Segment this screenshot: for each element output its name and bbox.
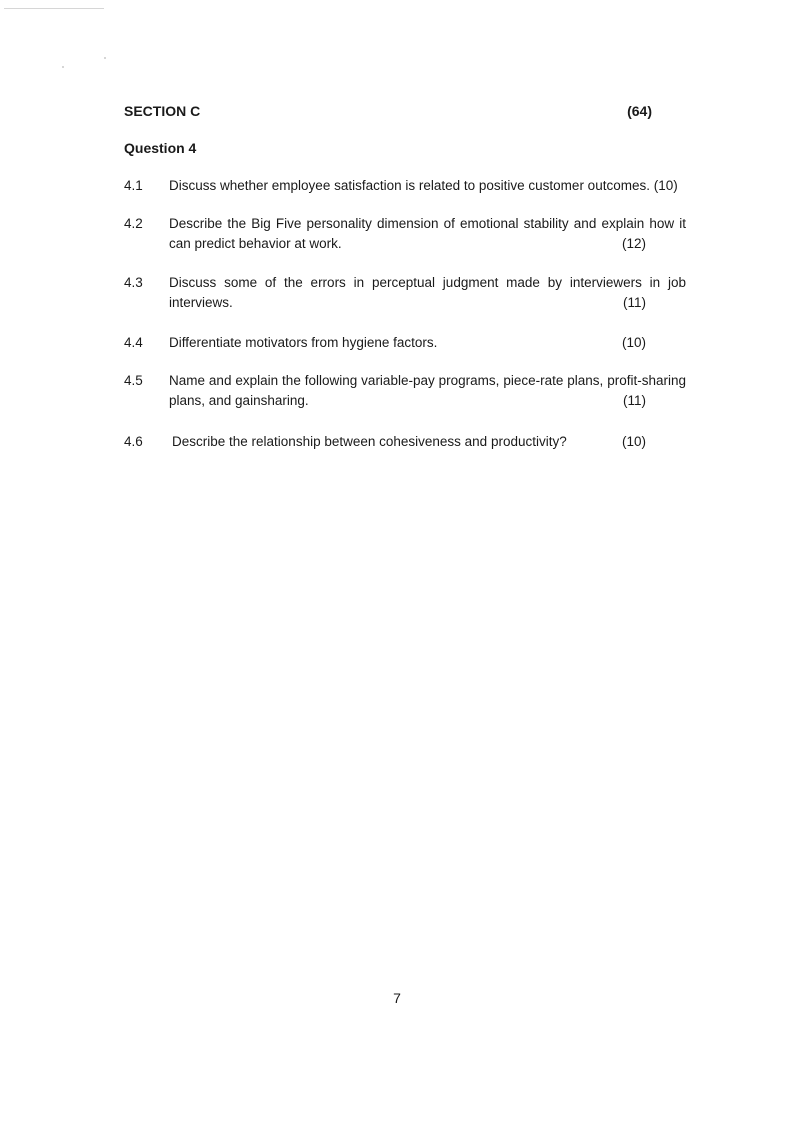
- scan-artifact: [62, 66, 64, 68]
- question-title: Question 4: [124, 140, 197, 156]
- item-number: 4.6: [124, 434, 143, 449]
- item-number: 4.4: [124, 335, 143, 350]
- item-text: Differentiate motivators from hygiene factors.: [169, 335, 438, 350]
- item-marks: (10): [653, 178, 678, 193]
- question-item: [124, 214, 694, 256]
- item-text: Name and explain the following variable-pay programs, piece-rate plans, profit-sharing plans, and gainsharing.: [169, 373, 686, 408]
- section-header: [124, 103, 652, 119]
- question-item: [124, 371, 694, 413]
- item-marks: (10): [621, 335, 646, 350]
- scan-artifact: [104, 57, 106, 59]
- item-text: Discuss some of the errors in perceptual judgment made by interviewers in job interviews.: [169, 275, 686, 310]
- item-marks: (11): [622, 393, 646, 408]
- item-marks: (10): [621, 434, 646, 449]
- page-number: 7: [393, 990, 401, 1006]
- scan-artifact: [4, 8, 104, 9]
- question-item: [124, 273, 694, 315]
- item-text: Discuss whether employee satisfaction is related to positive customer outcomes.: [169, 178, 650, 193]
- item-number: 4.2: [124, 216, 143, 231]
- section-title: SECTION C: [124, 103, 201, 119]
- item-marks: (12): [621, 236, 646, 251]
- item-number: 4.3: [124, 275, 143, 290]
- item-text: Describe the Big Five personality dimension of emotional stability and explain how it can predict behavior at work.: [169, 216, 686, 251]
- item-number: 4.1: [124, 178, 143, 193]
- item-marks: (11): [622, 295, 646, 310]
- section-total-marks: (64): [627, 103, 652, 119]
- item-number: 4.5: [124, 373, 143, 388]
- item-text: Describe the relationship between cohesiveness and productivity?: [172, 434, 567, 449]
